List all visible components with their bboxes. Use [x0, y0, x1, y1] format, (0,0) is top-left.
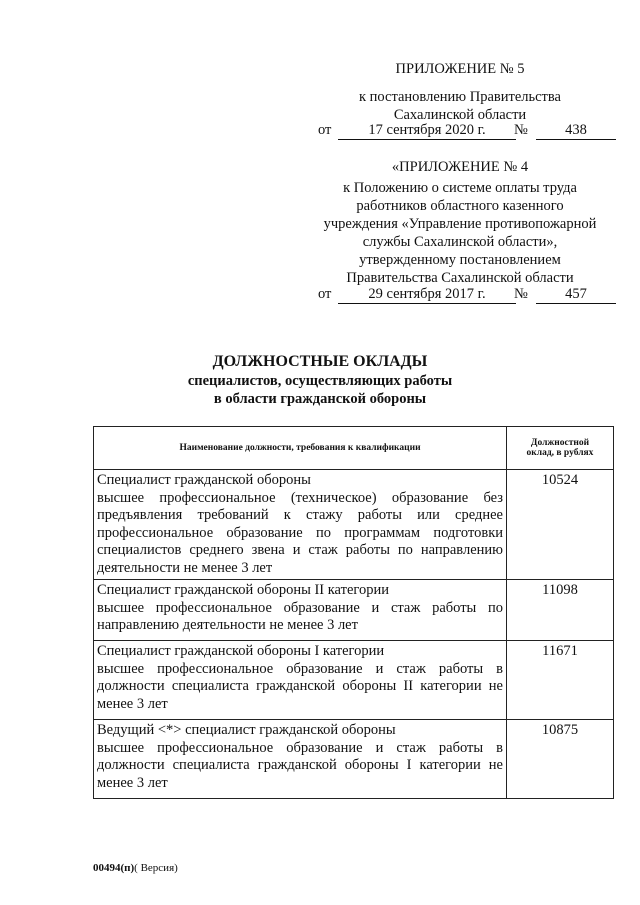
position-name: Ведущий <*> специалист гражданской обороны: [97, 722, 396, 738]
salary-cell: 11098: [507, 580, 614, 641]
prior-appendix-line: работников областного казенного: [356, 198, 564, 214]
decree-date: 17 сентября 2020 г.: [338, 122, 516, 140]
appendix-dateline: [318, 122, 618, 140]
document-title: [0, 352, 640, 408]
position-requirements: высшее профессиональное образование и стаж работы в должности специалиста гражданской обороны I категории не менее 3 лет: [97, 739, 503, 791]
prior-appendix-line: службы Сахалинской области»,: [362, 234, 558, 250]
appendix-line: Сахалинской области: [393, 107, 527, 123]
decree-number: 438: [536, 122, 616, 140]
salary-table: [93, 426, 614, 799]
position-requirements: высшее профессиональное (техническое) образование без предъявления требований к стажу работы или среднее профессиональное образование по программам подготовки специалистов среднего звена и стаж работы по направлению деятельности не менее 3 лет: [97, 489, 503, 576]
number-prefix: №: [514, 286, 528, 302]
position-name: Специалист гражданской обороны I категории: [97, 643, 385, 659]
document-footer: [93, 862, 178, 874]
salary-cell: 10524: [507, 470, 614, 580]
position-cell: [94, 470, 507, 580]
document-code: 00494(п): [93, 862, 135, 874]
table-row: [94, 470, 614, 580]
header-position: Наименование должности, требования к квалификации: [94, 427, 507, 470]
document-version: ( Версия): [134, 862, 178, 874]
date-prefix: от: [318, 286, 332, 302]
table-row: [94, 580, 614, 641]
title-sub: в области гражданской обороны: [213, 391, 427, 407]
prior-appendix-dateline: [318, 286, 618, 304]
position-cell: [94, 641, 507, 720]
salary-cell: 10875: [507, 720, 614, 799]
decree-number: 457: [536, 286, 616, 304]
salary-cell: 11671: [507, 641, 614, 720]
prior-appendix-line: Правительства Сахалинской области: [346, 270, 574, 286]
position-name: Специалист гражданской обороны II категории: [97, 582, 389, 598]
prior-appendix-header: [310, 158, 610, 287]
position-requirements: высшее профессиональное образование и стаж работы по направлению деятельности не менее 3 лет: [97, 599, 503, 633]
prior-appendix-line: утвержденному постановлением: [359, 252, 561, 268]
appendix-title: ПРИЛОЖЕНИЕ № 5: [395, 61, 525, 77]
header-salary-line: Должностной: [530, 438, 590, 448]
position-cell: [94, 720, 507, 799]
appendix-line: к постановлению Правительства: [359, 89, 561, 105]
table-row: [94, 720, 614, 799]
prior-appendix-title: «ПРИЛОЖЕНИЕ № 4: [391, 159, 529, 175]
position-cell: [94, 580, 507, 641]
decree-date: 29 сентября 2017 г.: [338, 286, 516, 304]
prior-appendix-line: учреждения «Управление противопожарной: [323, 216, 597, 232]
title-main: ДОЛЖНОСТНЫЕ ОКЛАДЫ: [212, 353, 428, 370]
date-prefix: от: [318, 122, 332, 138]
appendix-header: [340, 60, 580, 124]
position-name: Специалист гражданской обороны: [97, 472, 311, 488]
table-row: [94, 641, 614, 720]
number-prefix: №: [514, 122, 528, 138]
prior-appendix-line: к Положению о системе оплаты труда: [343, 180, 577, 196]
title-sub: специалистов, осуществляющих работы: [187, 373, 453, 389]
position-requirements: высшее профессиональное образование и стаж работы в должности специалиста гражданской обороны II категории не менее 3 лет: [97, 660, 503, 712]
header-salary: [507, 427, 614, 470]
header-salary-line: оклад, в рублях: [526, 448, 594, 458]
table-header-row: [94, 427, 614, 470]
